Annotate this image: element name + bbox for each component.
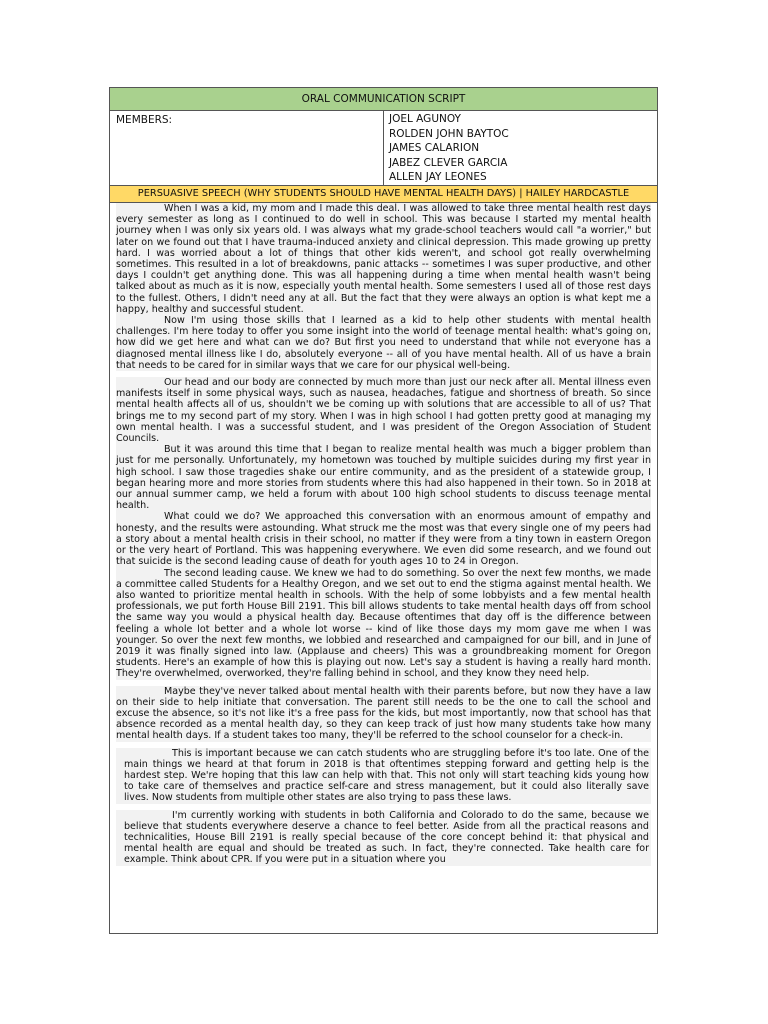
speech-title: PERSUASIVE SPEECH (WHY STUDENTS SHOULD HAVE MENTAL HEALTH DAYS) | HAILEY HARDCASTLE <box>110 186 657 203</box>
member-name: ROLDEN JOHN BAYTOC <box>389 127 509 140</box>
document-title: ORAL COMMUNICATION SCRIPT <box>110 88 657 111</box>
speech-paragraph: The second leading cause. We knew we had to do something. So over the next few months, we made a committee called Students for a Healthy Oregon, and we set out to end the stigma against mental health. We also wanted to prioritize mental health in schools. With the help of some lobbyists and a few mental health professionals, we put forth House Bill 2191. This bill allows students to take mental health days off from school the same way you would a physical health day. Because oftentimes that day off is the difference between feeling a whole lot better and a whole lot worse -- kind of like those days my mom gave me when I was younger. So over the next few months, we lobbied and researched and campaigned for our bill, and in June of 2019 it was finally signed into law. (Applause and cheers) This was a groundbreaking moment for Oregon students. Here's an example of how this is playing out now. Let's say a student is having a really hard month. They're overwhelmed, overworked, they're falling behind in school, and they know they need help. <box>116 567 651 680</box>
script-document <box>109 87 658 934</box>
speech-paragraph: This is important because we can catch students who are struggling before it's too late. One of the main things we heard at that forum in 2018 is that oftentimes stepping forward and getting help is the hardest step. We're hoping that this law can help with that. This not only will start teaching kids young how to take care of themselves and practice self-care and stress management, but it could also literally save lives. Now students from multiple other states are also trying to pass these laws. <box>116 748 651 804</box>
speech-body <box>110 203 657 866</box>
members-row <box>110 111 657 186</box>
member-name: JAMES CALARION <box>389 142 480 155</box>
members-label: MEMBERS: <box>110 111 384 185</box>
member-name: ALLEN JAY LEONES <box>389 171 487 184</box>
speech-paragraph: Now I'm using those skills that I learned as a kid to help other students with mental health challenges. I'm here today to offer you some insight into the world of teenage mental health: what's going on, how did we get here and what can we do? But first you need to understand that while not everyone has a diagnosed mental illness like I do, absolutely everyone -- all of you have mental health. All of us have a brain that needs to be cared for in similar ways that we care for our physical well-being. <box>116 315 651 371</box>
speech-paragraph: But it was around this time that I began to realize mental health was much a bigger problem than just for me personally. Unfortunately, my hometown was touched by multiple suicides during my first year in high school. I saw those tragedies shake our entire community, and as the president of a statewide group, I began hearing more and more stories from students where this had also happened in their town. So in 2018 at our annual summer camp, we held a forum with about 100 high school students to discuss teenage mental health. <box>116 444 651 512</box>
speech-paragraph: Our head and our body are connected by much more than just our neck after all. Mental illness even manifests itself in some physical ways, such as nausea, headaches, fatigue and shortness of breath. So since mental health affects all of us, shouldn't we be coming up with solutions that are accessible to all of us? That brings me to my second part of my story. When I was in high school I had gotten pretty good at managing my own mental health. I was a successful student, and I was president of the Oregon Association of Student Councils. <box>116 377 651 445</box>
speech-paragraph: I'm currently working with students in both California and Colorado to do the same, because we believe that students everywhere deserve a chance to feel better. Aside from all the practical reasons and technicalities, House Bill 2191 is really special because of the core concept behind it: that physical and mental health are equal and should be treated as such. In fact, they're connected. Take health care for example. Think about CPR. If you were put in a situation where you <box>116 810 651 866</box>
member-name: JABEZ CLEVER GARCIA <box>389 156 508 169</box>
speech-paragraph: What could we do? We approached this conversation with an enormous amount of empathy and honesty, and the results were astounding. What struck me the most was that every single one of my peers had a story about a mental health crisis in their school, no matter if they were from a tiny town in eastern Oregon or the very heart of Portland. This was happening everywhere. We even did some research, and we found out that suicide is the second leading cause of death for youth ages 10 to 24 in Oregon. <box>116 511 651 568</box>
speech-paragraph: When I was a kid, my mom and I made this deal. I was allowed to take three mental health rest days every semester as long as I continued to do well in school. This was because I started my mental health journey when I was only six years old. I was always what my grade-school teachers would call "a worrier," but later on we found out that I have trauma-induced anxiety and clinical depression. This made growing up pretty hard. I was worried about a lot of things that other kids weren't, and school got really overwhelming sometimes. This resulted in a lot of breakdowns, panic attacks -- sometimes I was super productive, and other days I couldn't get anything done. This was all happening during a time when mental health wasn't being talked about as much as it is now, especially youth mental health. Some semesters I used all of those rest days to the fullest. Others, I didn't need any at all. But the fact that they were always an option is what kept me a happy, healthy and successful student. <box>116 203 651 315</box>
member-name: JOEL AGUNOY <box>389 113 461 125</box>
speech-paragraph: Maybe they've never talked about mental health with their parents before, but now they have a law on their side to help initiate that conversation. The parent still needs to be the one to call the school and excuse the absence, so it's not like it's a free pass for the kids, but most importantly, now that school has that absence recorded as a mental health day, so they can keep track of just how many students take how many mental health days. If a student takes too many, they'll be referred to the school counselor for a check-in. <box>116 685 651 742</box>
members-list <box>384 111 657 185</box>
